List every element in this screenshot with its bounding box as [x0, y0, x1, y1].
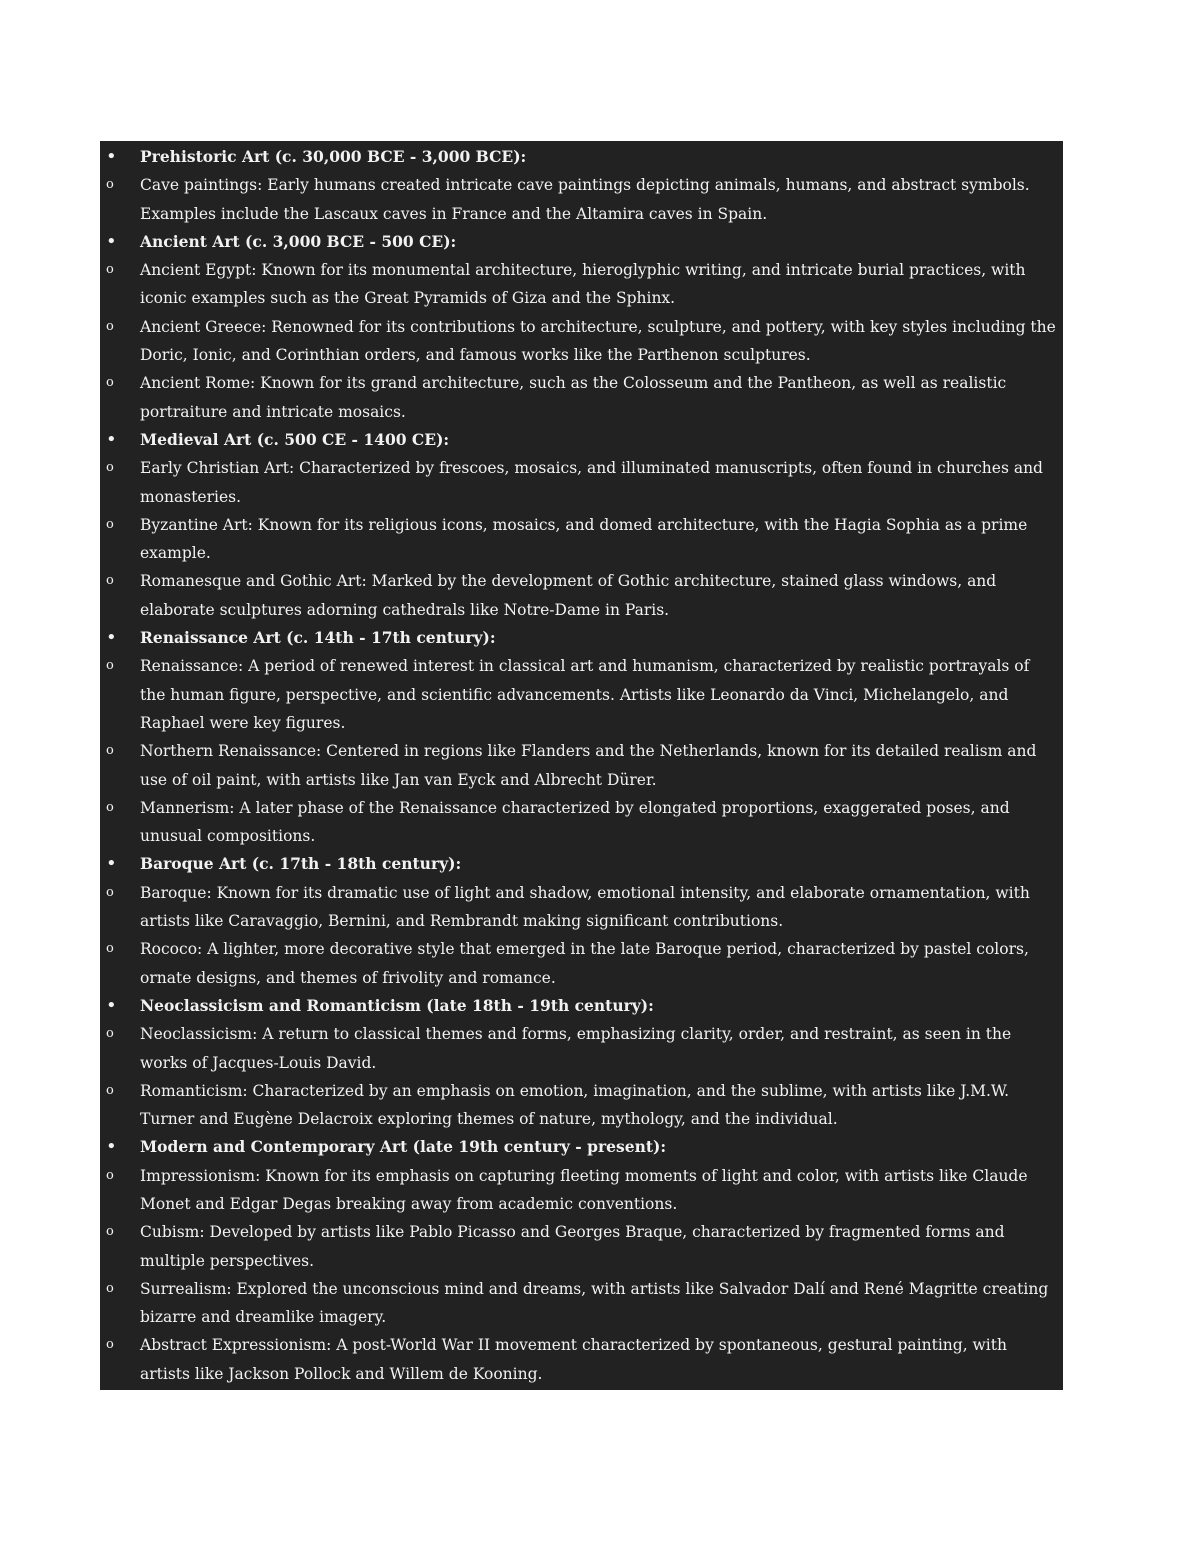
list-item	[100, 171, 1063, 228]
list-item	[100, 652, 1063, 737]
sub-bullet-icon: o	[106, 573, 114, 589]
list-item-text: Mannerism: A later phase of the Renaissance characterized by elongated proportions, exaggerated poses, and unusual compositions.	[140, 798, 1010, 846]
list-item-text: Ancient Rome: Known for its grand architecture, such as the Colosseum and the Pantheon, as well as realistic portraiture and intricate mosaics.	[140, 374, 1007, 421]
list-item	[100, 1077, 1063, 1134]
list-item-text: Baroque Art (c. 17th - 18th century):	[140, 854, 462, 874]
list-item	[100, 369, 1063, 426]
list-item-text: Ancient Greece: Renowned for its contributions to architecture, sculpture, and pottery, with key styles including the Doric, Ionic, and Corinthian orders, and famous works like the Parthenon sculptures.	[140, 317, 1056, 365]
list-item	[100, 511, 1063, 568]
list-item-text: Early Christian Art: Characterized by frescoes, mosaics, and illuminated manuscripts, often found in churches and monasteries.	[140, 459, 1043, 506]
list-item-text: Ancient Egypt: Known for its monumental architecture, hieroglyphic writing, and intricate burial practices, with iconic examples such as the Great Pyramids of Giza and the Sphinx.	[140, 261, 1026, 308]
sub-bullet-icon: o	[106, 460, 114, 476]
list-item-text: Cubism: Developed by artists like Pablo Picasso and Georges Braque, characterized by fragmented forms and multiple perspectives.	[140, 1223, 1005, 1270]
sub-bullet-icon: o	[106, 318, 114, 334]
list-item-heading	[100, 426, 1063, 454]
list-item-heading	[100, 228, 1063, 256]
list-item-text: Impressionism: Known for its emphasis on capturing fleeting moments of light and color, with artists like Claude Monet and Edgar Degas breaking away from academic conventions.	[140, 1166, 1028, 1213]
list-item-text: Romanesque and Gothic Art: Marked by the development of Gothic architecture, stained glass windows, and elaborate sculptures adorning cathedrals like Notre-Dame in Paris.	[140, 572, 997, 619]
sub-bullet-icon: o	[106, 1026, 114, 1042]
sub-bullet-icon: o	[106, 1167, 114, 1183]
sub-bullet-icon: o	[106, 1224, 114, 1240]
sub-bullet-icon: o	[106, 1082, 114, 1098]
list-item	[100, 935, 1063, 992]
list-item	[100, 1020, 1063, 1077]
list-item	[100, 794, 1063, 851]
list-item-text: Surrealism: Explored the unconscious mind and dreams, with artists like Salvador Dalí and René Magritte creating bizarre and dreamlike imagery.	[140, 1279, 1049, 1327]
list-item	[100, 1275, 1063, 1332]
list-item-text: Neoclassicism: A return to classical themes and forms, emphasizing clarity, order, and restraint, as seen in the works of Jacques-Louis David.	[140, 1025, 1012, 1072]
list-item-text: Northern Renaissance: Centered in regions like Flanders and the Netherlands, known for its detailed realism and use of oil paint, with artists like Jan van Eyck and Albrecht Dürer.	[140, 742, 1037, 789]
list-item-heading	[100, 624, 1063, 652]
list-item	[100, 1218, 1063, 1275]
list-item-text: Abstract Expressionism: A post-World War II movement characterized by spontaneous, gestural painting, with artists like Jackson Pollock and Willem de Kooning.	[140, 1336, 1007, 1383]
list-item-heading	[100, 143, 1063, 171]
list-item-heading	[100, 1133, 1063, 1161]
bullet-icon: •	[106, 1136, 117, 1158]
list-item	[100, 567, 1063, 624]
list-item-text: Prehistoric Art (c. 30,000 BCE - 3,000 BCE):	[140, 147, 527, 166]
sub-bullet-icon: o	[106, 177, 114, 193]
list-item-heading	[100, 850, 1063, 878]
sub-bullet-icon: o	[106, 262, 114, 278]
list-item	[100, 454, 1063, 511]
sub-bullet-icon: o	[106, 799, 114, 815]
list-item-text: Byzantine Art: Known for its religious icons, mosaics, and domed architecture, with the Hagia Sophia as a prime example.	[140, 515, 1028, 563]
art-history-outline	[100, 141, 1063, 1390]
sub-bullet-icon: o	[106, 658, 114, 674]
list-item-text: Rococo: A lighter, more decorative style that emerged in the late Baroque period, characterized by pastel colors, ornate designs, and themes of frivolity and romance.	[140, 940, 1029, 987]
sub-bullet-icon: o	[106, 516, 114, 532]
list-item-text: Medieval Art (c. 500 CE - 1400 CE):	[140, 429, 450, 449]
list-item-text: Ancient Art (c. 3,000 BCE - 500 CE):	[140, 231, 457, 251]
bullet-icon: •	[106, 994, 117, 1016]
list-item-text: Renaissance Art (c. 14th - 17th century):	[140, 628, 496, 648]
sub-bullet-icon: o	[106, 1337, 114, 1353]
bullet-icon: •	[106, 627, 117, 649]
list-item-text: Cave paintings: Early humans created intricate cave paintings depicting animals, humans, and abstract symbols. Examples include the Lascaux caves in France and the Altamira caves in Spain.	[140, 176, 1030, 223]
list-item-text: Romanticism: Characterized by an emphasis on emotion, imagination, and the sublime, with artists like J.M.W. Turner and Eugène Delacroix exploring themes of nature, mythology, and the individual.	[140, 1081, 1010, 1129]
list-item	[100, 737, 1063, 794]
sub-bullet-icon: o	[106, 1280, 114, 1296]
list-item	[100, 879, 1063, 936]
bullet-icon: •	[106, 146, 117, 167]
bullet-icon: •	[106, 230, 117, 252]
list-item	[100, 313, 1063, 370]
list-item	[100, 1331, 1063, 1388]
sub-bullet-icon: o	[106, 743, 114, 759]
list-item-heading	[100, 992, 1063, 1020]
list-item	[100, 256, 1063, 313]
list-item-text: Modern and Contemporary Art (late 19th century - present):	[140, 1137, 667, 1157]
bullet-icon: •	[106, 428, 117, 450]
list-item	[100, 1162, 1063, 1219]
sub-bullet-icon: o	[106, 884, 114, 900]
sub-bullet-icon: o	[106, 941, 114, 957]
list-item-text: Neoclassicism and Romanticism (late 18th - 19th century):	[140, 995, 654, 1015]
bullet-icon: •	[106, 853, 117, 875]
sub-bullet-icon: o	[106, 375, 114, 391]
list-item-text: Renaissance: A period of renewed interest in classical art and humanism, characterized by realistic portrayals of the human figure, perspective, and scientific advancements. Artists like Leonardo da Vinci, Michelangelo, and Raphael were key figures.	[140, 657, 1030, 732]
list-item-text: Baroque: Known for its dramatic use of light and shadow, emotional intensity, and elaborate ornamentation, with artists like Caravaggio, Bernini, and Rembrandt making significant contributions.	[140, 883, 1030, 931]
